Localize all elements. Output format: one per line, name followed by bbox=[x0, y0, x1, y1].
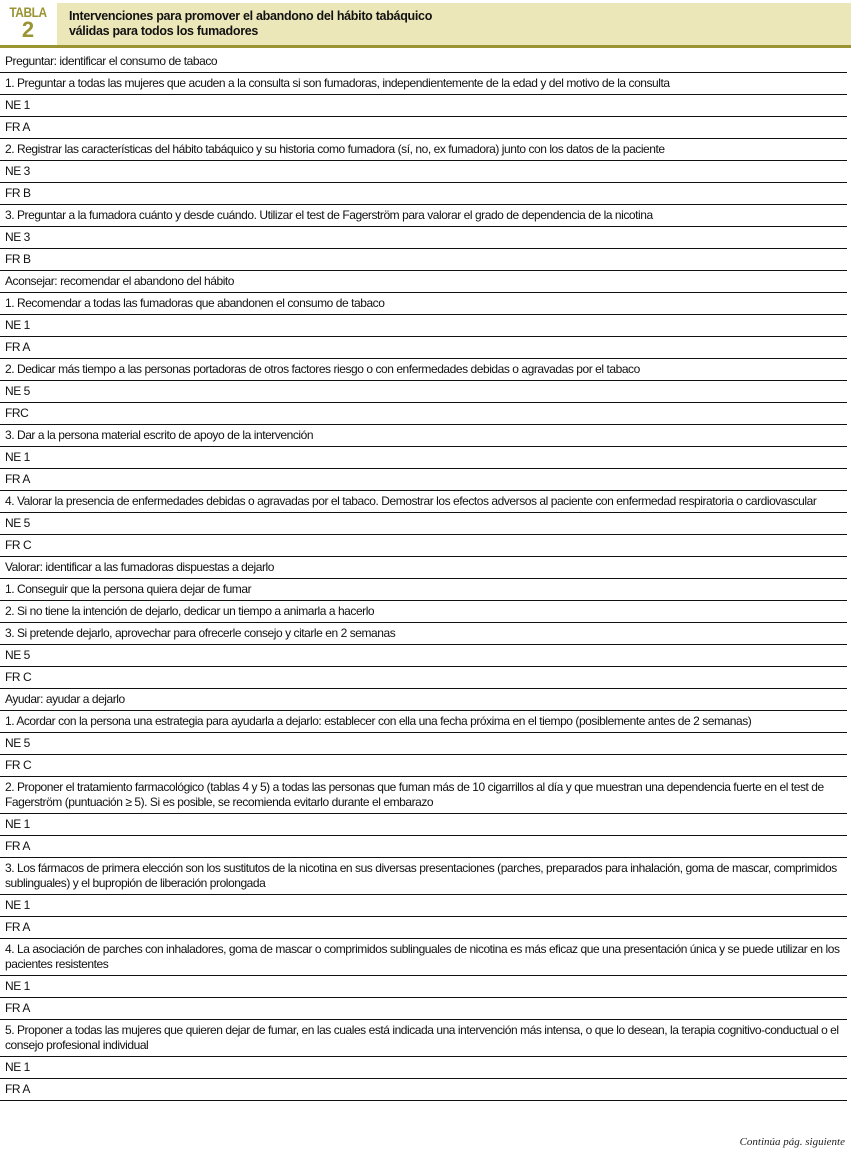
evidence-row: NE 5 bbox=[0, 513, 847, 535]
evidence-row: NE 1 bbox=[0, 95, 847, 117]
recommendation-row: 3. Los fármacos de primera elección son los sustitutos de la nicotina en sus diversas presentaciones (parches, preparados para inhalación, goma de mascar, comprimidos sublinguales) y el bupropión de liberación prolongada bbox=[0, 858, 847, 895]
continued-note: Continúa pág. siguiente bbox=[739, 1136, 845, 1148]
evidence-row: FR C bbox=[0, 755, 847, 777]
recommendation-row: 4. Valorar la presencia de enfermedades debidas o agravadas por el tabaco. Demostrar los efectos adversos al paciente con enfermedad respiratoria o cardiovascular bbox=[0, 491, 847, 513]
section-row: Valorar: identificar a las fumadoras dispuestas a dejarlo bbox=[0, 557, 847, 579]
evidence-row: FR A bbox=[0, 917, 847, 939]
recommendation-row: 2. Dedicar más tiempo a las personas portadoras de otros factores riesgo o con enfermedades debidas o agravadas por el tabaco bbox=[0, 359, 847, 381]
evidence-row: NE 5 bbox=[0, 733, 847, 755]
recommendation-row: 3. Si pretende dejarlo, aprovechar para ofrecerle consejo y citarle en 2 semanas bbox=[0, 623, 847, 645]
table-header bbox=[0, 0, 851, 48]
table-title bbox=[57, 3, 851, 45]
recommendation-row: 4. La asociación de parches con inhaladores, goma de mascar o comprimidos sublinguales de nicotina es más eficaz que una presentación única y se puede utilizar en los pacientes resistentes bbox=[0, 939, 847, 976]
evidence-row: FR A bbox=[0, 1079, 847, 1101]
evidence-row: FR A bbox=[0, 998, 847, 1020]
evidence-row: NE 3 bbox=[0, 227, 847, 249]
evidence-row: NE 1 bbox=[0, 1057, 847, 1079]
recommendation-row: 2. Registrar las características del hábito tabáquico y su historia como fumadora (sí, no, ex fumadora) junto con los datos de la paciente bbox=[0, 139, 847, 161]
section-row: Ayudar: ayudar a dejarlo bbox=[0, 689, 847, 711]
evidence-row: FR C bbox=[0, 535, 847, 557]
section-row: Preguntar: identificar el consumo de tabaco bbox=[0, 51, 847, 73]
evidence-row: NE 3 bbox=[0, 161, 847, 183]
evidence-row: FR A bbox=[0, 117, 847, 139]
recommendation-row: 2. Si no tiene la intención de dejarlo, dedicar un tiempo a animarla a hacerlo bbox=[0, 601, 847, 623]
evidence-row: FR A bbox=[0, 469, 847, 491]
recommendation-row: 5. Proponer a todas las mujeres que quieren dejar de fumar, en las cuales está indicada una intervención más intensa, o que lo desean, la terapia cognitivo-conductual o el consejo profesional individual bbox=[0, 1020, 847, 1057]
section-row: Aconsejar: recomendar el abandono del hábito bbox=[0, 271, 847, 293]
table-tag bbox=[0, 0, 56, 45]
recommendation-row: 2. Proponer el tratamiento farmacológico (tablas 4 y 5) a todas las personas que fuman más de 10 cigarrillos al día y que muestran una dependencia fuerte en el test de Fagerström (puntuación ≥ 5). Si es posible, se recomienda evitarlo durante el embarazo bbox=[0, 777, 847, 814]
evidence-row: NE 1 bbox=[0, 315, 847, 337]
evidence-row: FR C bbox=[0, 667, 847, 689]
evidence-row: FR B bbox=[0, 183, 847, 205]
recommendation-row: 3. Dar a la persona material escrito de apoyo de la intervención bbox=[0, 425, 847, 447]
table-title-line-1: Intervenciones para promover el abandono del hábito tabáquico bbox=[69, 9, 433, 23]
table-body bbox=[0, 51, 847, 1101]
table-tag-label: TABLA bbox=[9, 4, 47, 20]
evidence-row: NE 5 bbox=[0, 645, 847, 667]
evidence-row: FR A bbox=[0, 836, 847, 858]
evidence-row: NE 1 bbox=[0, 814, 847, 836]
evidence-row: NE 5 bbox=[0, 381, 847, 403]
evidence-row: FR A bbox=[0, 337, 847, 359]
recommendation-row: 1. Recomendar a todas las fumadoras que abandonen el consumo de tabaco bbox=[0, 293, 847, 315]
table-title-line-2: válidas para todos los fumadores bbox=[69, 24, 259, 38]
recommendation-row: 3. Preguntar a la fumadora cuánto y desde cuándo. Utilizar el test de Fagerström para valorar el grado de dependencia de la nicotina bbox=[0, 205, 847, 227]
recommendation-row: 1. Preguntar a todas las mujeres que acuden a la consulta si son fumadoras, independientemente de la edad y del motivo de la consulta bbox=[0, 73, 847, 95]
table-tag-number: 2 bbox=[21, 17, 35, 42]
evidence-row: NE 1 bbox=[0, 447, 847, 469]
recommendation-row: 1. Conseguir que la persona quiera dejar de fumar bbox=[0, 579, 847, 601]
recommendation-row: 1. Acordar con la persona una estrategia para ayudarla a dejarlo: establecer con ella una fecha próxima en el tiempo (posiblemente antes de 2 semanas) bbox=[0, 711, 847, 733]
evidence-row: FRC bbox=[0, 403, 847, 425]
evidence-row: NE 1 bbox=[0, 976, 847, 998]
evidence-row: FR B bbox=[0, 249, 847, 271]
evidence-row: NE 1 bbox=[0, 895, 847, 917]
